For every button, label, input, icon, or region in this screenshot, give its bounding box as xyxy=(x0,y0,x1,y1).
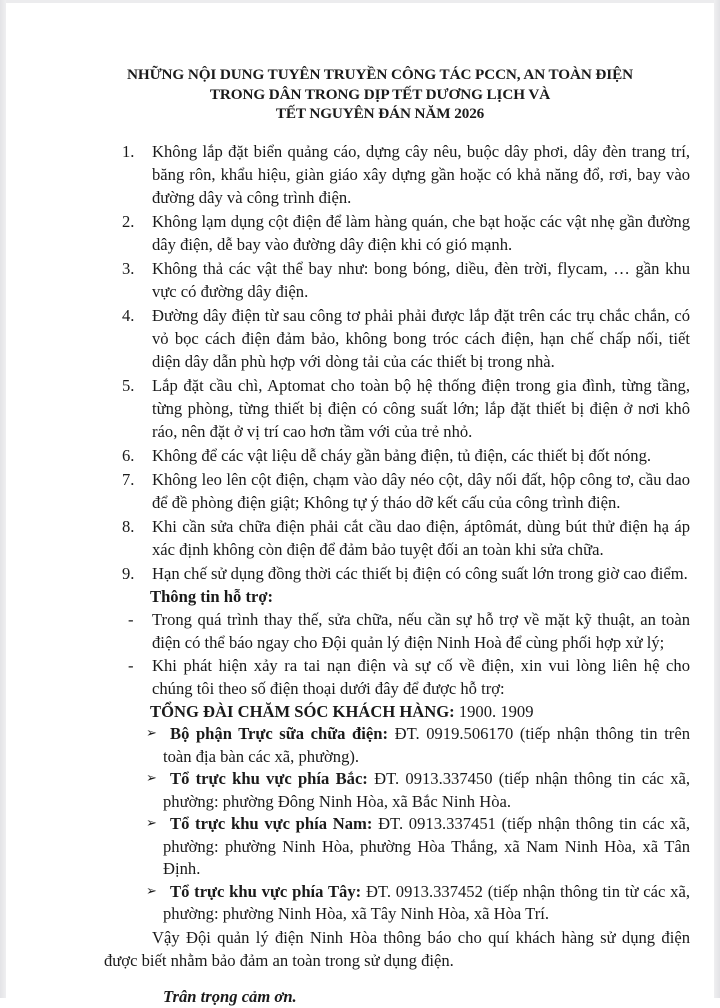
list-item xyxy=(0,468,720,514)
hotline-label: TỔNG ĐÀI CHĂM SÓC KHÁCH HÀNG: xyxy=(150,702,455,721)
dash-bullet: - xyxy=(128,610,134,629)
contact-entry xyxy=(163,814,690,878)
item-number: 5. xyxy=(122,376,135,395)
list-item xyxy=(0,304,720,373)
support-bullet-text: Trong quá trình thay thế, sửa chữa, nếu cần sự hỗ trợ về mặt kỹ thuật, an toàn điện có thể báo ngay cho Đội quản lý điện Ninh Hoà để cùng phối hợp xử lý; xyxy=(152,610,690,652)
signoff: Trân trọng cảm ơn. xyxy=(163,986,297,1006)
item-text: Không lắp đặt biển quảng cáo, dựng cây nêu, buộc dây phơi, dây đèn trang trí, băng rôn, khẩu hiệu, giàn giáo xây dựng gần hoặc có khả năng đổ, rơi, bay vào đường dây và công trình điện. xyxy=(152,142,690,207)
support-bullet-text: Khi phát hiện xảy ra tai nạn điện và sự cố về điện, xin vui lòng liên hệ cho chúng tôi theo số điện thoại dưới đây để được hỗ trợ: xyxy=(152,656,690,698)
arrow-bullet-icon: ➢ xyxy=(146,883,157,899)
item-number: 9. xyxy=(122,564,135,583)
contact-text: ĐT. 0919.506170 (tiếp nhận thông tin trên toàn địa bàn các xã, phường). xyxy=(163,724,690,766)
support-bullet xyxy=(0,608,720,654)
contact-label: Tổ trực khu vực phía Tây: xyxy=(170,881,362,901)
contact-item xyxy=(0,768,720,813)
contact-entry xyxy=(163,769,690,811)
contact-label: Bộ phận Trực sữa chữa điện: xyxy=(170,724,388,743)
contact-text: ĐT. 0913.337450 (tiếp nhận thông tin các xã, phường: phường Đông Ninh Hòa, xã Bắc Ninh Hòa. xyxy=(163,769,691,811)
item-text: Hạn chế sử dụng đồng thời các thiết bị điện có công suất lớn trong giờ cao điểm. xyxy=(152,564,688,583)
arrow-bullet-icon: ➢ xyxy=(146,771,157,786)
item-text: Không để các vật liệu dễ cháy gần bảng điện, tủ điện, các thiết bị đốt nóng. xyxy=(152,446,652,465)
item-text: Lắp đặt cầu chì, Aptomat cho toàn bộ hệ thống điện trong gia đình, từng tầng, từng phòng, từng thiết bị điện có công suất lớn; lắp đặt thiết bị điện ở nơi khô ráo, nên đặt ở vị trí cao hơn tầm với của trẻ nhỏ. xyxy=(152,376,690,441)
arrow-bullet-icon: ➢ xyxy=(146,726,157,741)
document-body xyxy=(0,140,720,1008)
item-number: 6. xyxy=(122,446,135,465)
item-number: 2. xyxy=(122,212,135,231)
contact-entry xyxy=(163,724,690,766)
contact-item xyxy=(0,723,720,768)
item-number: 4. xyxy=(122,306,135,325)
arrow-bullet-icon: ➢ xyxy=(146,816,157,831)
contact-label: Tổ trực khu vực phía Nam: xyxy=(170,814,373,833)
contact-entry xyxy=(163,882,690,924)
contact-item xyxy=(0,813,720,881)
item-number: 3. xyxy=(122,259,135,278)
list-item xyxy=(0,210,720,256)
dash-bullet: - xyxy=(128,656,134,675)
item-text: Khi cần sửa chữa điện phải cắt cầu dao điện, áptômát, dùng bút thử điện hạ áp xác định không còn điện để đảm bảo tuyệt đối an toàn khi sửa chữa. xyxy=(152,517,690,559)
item-number: 7. xyxy=(122,470,135,489)
contact-text: ĐT. 0913.337451 (tiếp nhận thông tin các xã, phường: phường Ninh Hòa, phường Hòa Thắng, xã Nam Ninh Hòa, xã Tân Định. xyxy=(163,814,690,878)
closing-paragraph: Vậy Đội quản lý điện Ninh Hòa thông báo cho quí khách hàng sử dụng điện được biết nhằm bảo đảm an toàn trong sử dụng điện. xyxy=(104,927,690,970)
list-item xyxy=(0,374,720,443)
list-item xyxy=(0,444,720,467)
support-bullet xyxy=(0,654,720,700)
hotline-number: 1900. 1909 xyxy=(454,702,534,721)
list-item xyxy=(0,562,720,585)
contact-text: ĐT. 0913.337452 (tiếp nhận thông tin từ các xã, phường: phường Ninh Hòa, xã Tây Ninh Hòa, xã Hòa Trí. xyxy=(163,881,690,923)
list-item xyxy=(0,257,720,303)
support-heading: Thông tin hỗ trợ: xyxy=(150,587,274,606)
contact-item xyxy=(0,881,720,926)
item-text: Không leo lên cột điện, chạm vào dây néo cột, dây nối đất, hộp công tơ, cầu dao để đề phòng điện giật; Không tự ý tháo dỡ kết cấu của công trình điện. xyxy=(152,470,690,512)
title-line-1: NHỮNG NỘI DUNG TUYÊN TRUYỀN CÔNG TÁC PCCN, AN TOÀN ĐIỆN xyxy=(126,66,633,83)
item-number: 1. xyxy=(122,142,135,161)
item-number: 8. xyxy=(122,517,135,536)
title-line-2: TRONG DÂN TRONG DỊP TẾT DƯƠNG LỊCH VÀ xyxy=(209,85,551,103)
item-text: Không thả các vật thể bay như: bong bóng, diều, đèn trời, flycam, … gần khu vực có đường dây điện. xyxy=(152,259,690,301)
list-item xyxy=(0,140,720,209)
item-text: Đường dây điện từ sau công tơ phải phải được lắp đặt trên các trụ chắc chắn, có vỏ bọc cách điện đảm bảo, không bong tróc cách điện, hạn chế chấp nối, tiết diện dây dẫn phù hợp với dòng tải của các thiết bị trong nhà. xyxy=(152,306,690,371)
item-text: Không lạm dụng cột điện để làm hàng quán, che bạt hoặc các vật nhẹ gần đường dây điện, dễ bay vào đường dây điện khi có gió mạnh. xyxy=(152,212,690,254)
title-line-3: TẾT NGUYÊN ĐÁN NĂM 2026 xyxy=(275,105,485,122)
customer-hotline xyxy=(0,700,720,723)
document-title xyxy=(100,65,660,124)
list-item xyxy=(0,515,720,561)
contact-label: Tổ trực khu vực phía Bắc: xyxy=(170,769,368,788)
